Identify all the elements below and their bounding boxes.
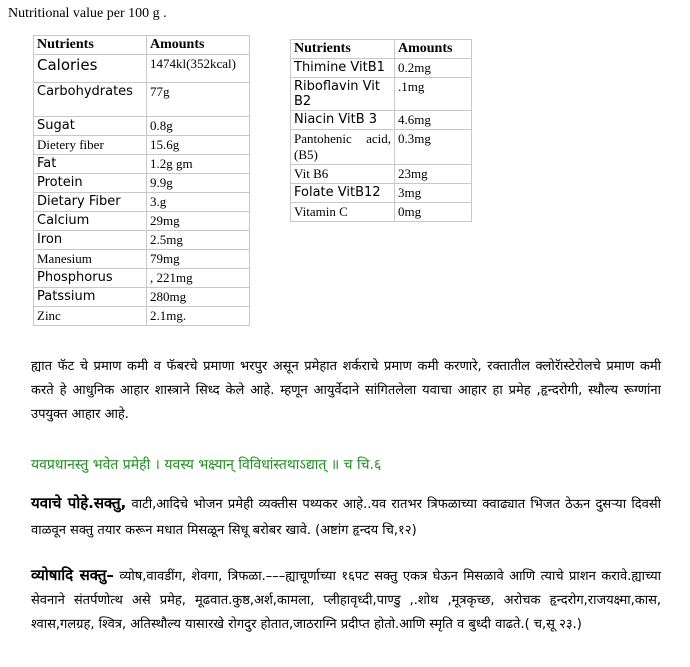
yava-recipe-paragraph — [31, 490, 661, 544]
amount-cell: 2.5mg — [147, 231, 250, 250]
table-row — [34, 117, 250, 136]
amount-cell: 280mg — [147, 288, 250, 307]
table-row — [34, 212, 250, 231]
amount-cell: 3.g — [147, 193, 250, 212]
table-row — [291, 165, 472, 184]
amount-cell: 9.9g — [147, 174, 250, 193]
amount-cell: 0.2mg — [395, 59, 472, 78]
nutrient-cell: Zinc — [34, 307, 147, 326]
nutrient-cell: Folate VitB12 — [291, 184, 395, 203]
nutrition-table-main — [33, 35, 250, 326]
nutrient-cell: Calories — [34, 55, 147, 83]
paragraph-lead: यवाचे पोहे.सक्तु, — [31, 494, 127, 512]
table-row — [34, 307, 250, 326]
amount-cell: 23mg — [395, 165, 472, 184]
table-row — [34, 136, 250, 155]
amount-cell: 0.8g — [147, 117, 250, 136]
table-row — [34, 55, 250, 83]
amount-cell: 4.6mg — [395, 111, 472, 130]
page-heading: Nutritional value per 100 g . — [8, 6, 167, 21]
nutrient-cell: Manesium — [34, 250, 147, 269]
amount-cell: 3mg — [395, 184, 472, 203]
nutrient-cell: Phosphorus — [34, 269, 147, 288]
nutrition-table-vitamins — [290, 39, 472, 222]
nutrient-cell: Pantohenic acid, (B5) — [291, 130, 395, 165]
table-row — [291, 130, 472, 165]
nutrient-cell: Thimine VitB1 — [291, 59, 395, 78]
table-row — [34, 250, 250, 269]
amount-cell: , 221mg — [147, 269, 250, 288]
vyoshadi-paragraph — [31, 563, 661, 637]
table-row — [34, 155, 250, 174]
header-amounts: Amounts — [395, 40, 472, 59]
amount-cell: 2.1mg. — [147, 307, 250, 326]
nutrient-cell: Protein — [34, 174, 147, 193]
nutrient-cell: Niacin VitB 3 — [291, 111, 395, 130]
table-row — [291, 59, 472, 78]
table-row — [34, 269, 250, 288]
table-row — [34, 193, 250, 212]
nutrient-cell: Carbohydrates — [34, 83, 147, 117]
amount-cell: 79mg — [147, 250, 250, 269]
amount-cell: 29mg — [147, 212, 250, 231]
table-row — [34, 231, 250, 250]
nutrient-cell: Vitamin C — [291, 203, 395, 222]
amount-cell: 0.3mg — [395, 130, 472, 165]
table-row — [34, 174, 250, 193]
nutrient-cell: Iron — [34, 231, 147, 250]
nutrient-cell: Dietary Fiber — [34, 193, 147, 212]
sanskrit-verse: यवप्रधानस्तु भवेत प्रमेही । यवस्य भक्ष्यान् विविधांस्तथाऽद्यात् ॥ च चि.६ — [31, 457, 382, 473]
nutrient-cell: Vit B6 — [291, 165, 395, 184]
intro-paragraph: ह्यात फॅट चे प्रमाण कमी व फॅबरचे प्रमाणा भरपुर असून प्रमेहात शर्कराचे प्रमाण कमी करणारे, रक्तातील क्लोरॅास्टेरोलचे प्रमाण कमी करते हे आधुनिक आहार शास्त्राने सिध्द केले आहे. म्हणून आयुर्वेदाने सांगितलेला यवाचा आहार हा प्रमेह ,हृन्दरोगी, स्थौल्य रूग्णांना उपयुक्त आहार आहे. — [31, 359, 661, 422]
paragraph-lead: व्योषादि सक्तु– — [31, 566, 114, 584]
amount-cell: 77g — [147, 83, 250, 117]
amount-cell: 0mg — [395, 203, 472, 222]
header-amounts: Amounts — [147, 36, 250, 55]
paragraph-text: वाटी,आदिचे भोजन प्रमेही व्यक्तीस पथ्यकर आहे..यव रातभर त्रिफळाच्या क्वाढ्यात भिजत ठेऊन दुसऱ्या दिवसी वाळवून सक्तु तयार करून मधात मिसळून सिधू बरोबर खावे. (अष्टांग हृन्दय चि,१२) — [31, 497, 661, 538]
table-row — [291, 203, 472, 222]
table-header-row — [291, 40, 472, 59]
amount-cell: 15.6g — [147, 136, 250, 155]
header-nutrients: Nutrients — [34, 36, 147, 55]
table-header-row — [34, 36, 250, 55]
nutrient-cell: Fat — [34, 155, 147, 174]
nutrient-cell: Sugat — [34, 117, 147, 136]
table-row — [34, 288, 250, 307]
paragraph-text: व्योष,वावडींग, शेवगा, त्रिफळा.–––ह्याचूर्णाच्या १६पट सक्तु एकत्र घेऊन मिसळावे आणि त्याचे प्राशन करावे.ह्याच्या सेवनाने संतर्पणोत्थ असे प्रमेह, मूढवात.कुष्ठ,अर्श,कामला, प्लीहावृध्दी,पाण्डु ,.शोथ ,मूत्रकृच्छ, अरोचक हृन्दरोग,राजयक्ष्मा,कास, श्वास,गलग्रह, श्वित्र, अतिस्थौल्य यासारखे रोगदुर होतात,जाठराग्नि प्रदीप्त होतो.आणि स्मृति व बुध्दी वाढते.( च,सू २३.) — [31, 569, 661, 632]
table-row — [291, 78, 472, 111]
nutrient-cell: Dietery fiber — [34, 136, 147, 155]
nutrient-cell: Calcium — [34, 212, 147, 231]
table-row — [34, 83, 250, 117]
amount-cell: .1mg — [395, 78, 472, 111]
nutrient-cell: Riboflavin Vit B2 — [291, 78, 395, 111]
table-row — [291, 111, 472, 130]
nutrient-cell: Patssium — [34, 288, 147, 307]
amount-cell: 1474kl(352kcal) — [147, 55, 250, 83]
amount-cell: 1.2g gm — [147, 155, 250, 174]
header-nutrients: Nutrients — [291, 40, 395, 59]
table-row — [291, 184, 472, 203]
